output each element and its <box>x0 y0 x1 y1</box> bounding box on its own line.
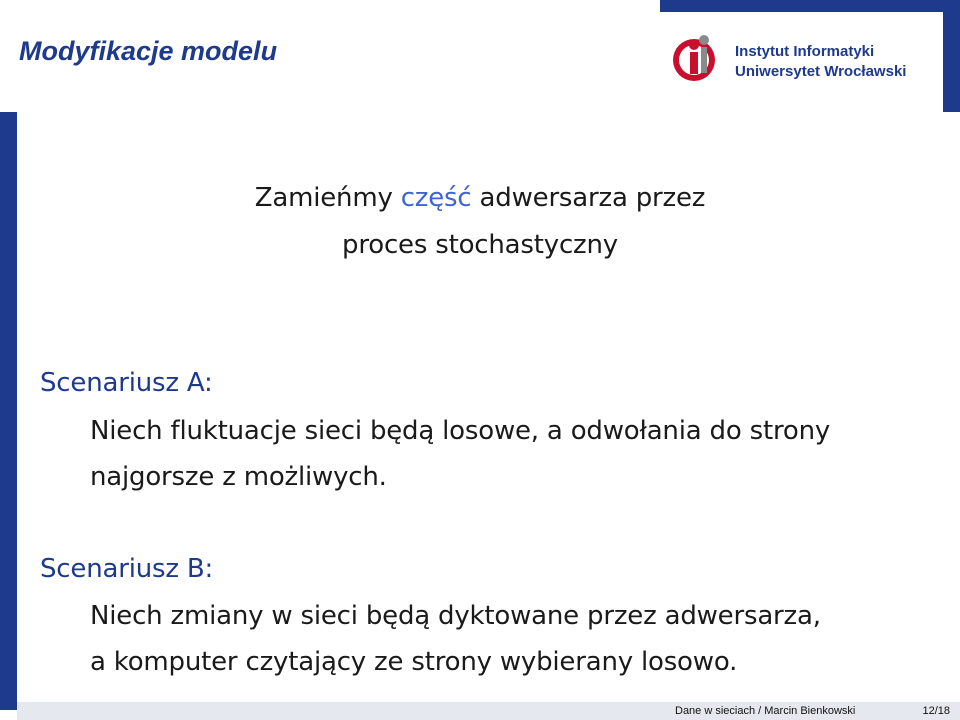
intro-line-1 <box>0 182 960 214</box>
scenario-a-label: Scenariusz A: <box>40 368 213 398</box>
footer-course-author: Dane w sieciach / Marcin Bienkowski <box>675 705 856 717</box>
institute-line-2: Uniwersytet Wrocławski <box>735 63 907 80</box>
institute-line-1: Instytut Informatyki <box>735 43 875 60</box>
scenario-b-line-2: a komputer czytający ze strony wybierany losowo. <box>90 647 738 677</box>
intro-suffix: adwersarza przez <box>471 183 706 213</box>
slide-footer <box>17 702 960 720</box>
scenario-b-line-1: Niech zmiany w sieci będą dyktowane przez adwersarza, <box>90 601 821 631</box>
intro-prefix: Zamieńmy <box>254 183 401 213</box>
scenario-b-label: Scenariusz B: <box>40 554 214 584</box>
slide-title: Modyfikacje modelu <box>19 36 278 66</box>
scenario-a-line-1: Niech fluktuacje sieci będą losowe, a odwołania do strony <box>90 416 831 446</box>
intro-line-2: proces stochastyczny <box>342 230 618 260</box>
footer-page-number: 12/18 <box>922 705 950 717</box>
intro-highlight: część <box>400 183 472 213</box>
scenario-a-line-2: najgorsze z możliwych. <box>90 462 387 492</box>
